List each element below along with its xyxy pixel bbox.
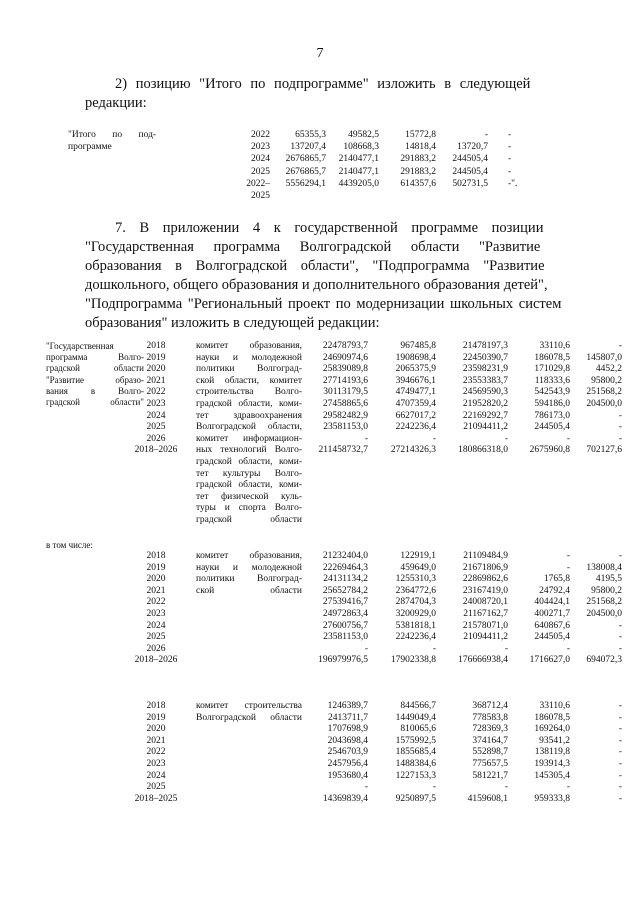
block1-cell-c4: 171029,8	[534, 364, 570, 375]
item7-line: "Государственная программа Волгоградской области "Развитие	[85, 239, 541, 255]
block3-cell-c1: 1246389,7	[327, 701, 368, 711]
block1-cell-c4: 594186,0	[534, 399, 570, 409]
block1-cell-c3: 24569590,3	[462, 387, 508, 398]
executor-line: тет здравоохранения	[196, 410, 302, 421]
block2-cell-c1: 27539416,7	[322, 597, 368, 608]
block2-cell-c2: 122919,1	[400, 551, 436, 561]
program-label-line: вания в Волго-	[46, 385, 144, 396]
block1-cell-c2: 4707359,4	[395, 399, 436, 409]
block3-cell-c5: -	[618, 724, 622, 735]
table1-cell-c1: 2676865,7	[285, 154, 326, 165]
executor-line: политики Волгоград-	[196, 364, 302, 375]
block3-cell-c3: 368712,4	[472, 701, 508, 711]
block1-cell-c5: 702127,6	[586, 445, 622, 456]
block3-cell-c3: 374164,7	[472, 735, 508, 746]
block3-cell-c2: 1575992,5	[395, 735, 436, 746]
block3-cell-year: 2019	[146, 712, 166, 723]
block2-cell-c5: 4195,5	[595, 574, 622, 585]
block3-cell-c1: 2457956,4	[327, 759, 368, 769]
block2-cell-c5: 138008,4	[586, 562, 622, 573]
table1-cell-c4: 244505,4	[452, 166, 488, 177]
block1-cell-c1: 27714193,6	[322, 375, 368, 386]
block2-cell-c4: 24792,4	[539, 585, 570, 596]
block1-cell-c5: -	[618, 422, 622, 433]
executor-line: ской области, комитет	[196, 375, 302, 386]
block2-cell-c4: 244505,4	[534, 632, 570, 643]
executor-line: политики Волгоград-	[196, 574, 302, 585]
program-label-line: "Государственная	[46, 341, 114, 351]
block3-cell-c1: 2043698,4	[327, 735, 368, 746]
item7-line: дошкольного, общего образования и дополнительного образования детей",	[85, 277, 548, 293]
block2-cell-c5: -	[618, 643, 622, 654]
table1-cell-year: 2025	[251, 166, 270, 177]
block2-cell-c5: 95800,2	[591, 585, 622, 596]
block2-cell-c1: -	[364, 643, 368, 654]
block2-cell-c3: 24008720,1	[462, 597, 508, 608]
block1-cell-c2: 27214326,3	[390, 445, 436, 456]
block1-cell-c4: 118333,6	[534, 375, 570, 386]
executor-line: ных технологий Волго-	[196, 445, 302, 456]
block1-cell-c1: 211458732,7	[318, 445, 368, 456]
block1-cell-c4: 786173,0	[534, 410, 570, 421]
block2-cell-c3: 21094411,2	[463, 632, 508, 643]
block3-cell-c5: -	[618, 759, 622, 769]
block2-cell-year: 2018–2026	[134, 655, 178, 666]
program-label-line: программа Волго-	[46, 352, 144, 363]
block2-cell-c2: 3200929,0	[395, 609, 436, 619]
block3-cell-c1: 1953680,4	[327, 770, 368, 781]
block2-cell-c1: 27600756,7	[322, 620, 368, 631]
block1-cell-c2: 2242236,4	[395, 422, 436, 433]
block1-cell-year: 2021	[146, 375, 166, 386]
block1-cell-c5: 251568,2	[586, 387, 622, 398]
block1-cell-c1: 24690974,6	[322, 352, 368, 363]
block2-cell-c2: 2364772,6	[395, 585, 436, 596]
block1-cell-c2: -	[432, 433, 436, 444]
table1-cell-c2: 108668,3	[343, 142, 379, 153]
block3-cell-c2: 810065,6	[400, 724, 436, 735]
table1-cell-c3: 291883,2	[400, 166, 436, 177]
block3-cell-year: 2018	[146, 701, 166, 711]
item2-line2: редакции:	[85, 95, 147, 111]
block1-cell-c4: 2675960,8	[529, 445, 570, 456]
block3-cell-year: 2023	[146, 759, 166, 769]
block3-cell-c2: 1449049,4	[395, 712, 436, 723]
block2-cell-c2: 1255310,3	[395, 574, 436, 585]
table1-cell-c3: 14818,4	[405, 142, 436, 153]
block2-cell-year: 2019	[146, 562, 166, 573]
executor-line: ской области	[196, 585, 302, 596]
block1-cell-c5: -	[618, 341, 622, 351]
block2-cell-c1: 21232404,0	[322, 551, 368, 561]
block3-cell-c3: 775657,5	[472, 759, 508, 769]
block2-cell-c4: -	[566, 551, 570, 561]
table1-cell-c5: -	[508, 142, 512, 153]
page-number: 7	[316, 46, 324, 61]
block1-cell-c4: 542543,9	[534, 387, 570, 398]
block2-cell-c4: 404424,1	[534, 597, 570, 608]
block3-cell-c2: 844566,7	[400, 701, 436, 711]
block1-cell-c1: 29582482,9	[322, 410, 368, 421]
block2-cell-c2: 459649,0	[400, 562, 436, 573]
block1-cell-c5: -	[618, 410, 622, 421]
block2-cell-year: 2022	[146, 597, 166, 608]
executor-line: комитет информацион-	[196, 433, 302, 444]
block2-cell-c1: 196979976,5	[318, 655, 368, 666]
block1-cell-year: 2018	[146, 341, 166, 351]
block3-cell-c4: 959333,8	[534, 793, 570, 804]
block3-cell-c3: 778583,8	[472, 712, 508, 723]
block2-cell-c3: 21109484,9	[463, 551, 508, 561]
block2-cell-c1: 24131134,2	[323, 574, 368, 585]
block2-cell-c2: -	[432, 643, 436, 654]
block3-cell-c1: 1707698,9	[327, 724, 368, 735]
block2-cell-c5: -	[618, 632, 622, 643]
block1-cell-c3: 21094411,2	[463, 422, 508, 433]
block2-cell-c4: 640867,6	[534, 620, 570, 631]
block3-cell-c2: 1227153,3	[395, 770, 436, 781]
including-label: в том числе:	[46, 540, 93, 550]
table1-cell-year: 2022–	[246, 178, 270, 189]
block1-cell-c5: 145807,0	[586, 352, 622, 363]
block1-cell-c4: -	[566, 433, 570, 444]
block1-cell-c2: 4749477,1	[395, 387, 436, 398]
block3-cell-year: 2018–2025	[134, 793, 178, 804]
block1-cell-year: 2023	[146, 399, 166, 409]
table1-cell-c3: 614357,6	[400, 178, 436, 189]
program-label-line: градской области"	[46, 397, 144, 407]
item7-line: "Подпрограмма "Региональный проект по модернизации школьных систем	[85, 296, 562, 312]
table1-cell-c2: 2140477,1	[338, 154, 379, 165]
table1-label-line1: "Итого по под-	[68, 130, 157, 140]
block3-cell-c1: 2413711,7	[327, 712, 368, 723]
block3-cell-c4: 193914,3	[534, 759, 570, 769]
item7-line: 7. В приложении 4 к государственной программе позиции	[115, 220, 544, 236]
executor-line: Волгоградской области	[196, 712, 302, 723]
executor-line: тет физической куль-	[196, 491, 302, 502]
block3-cell-c1: 2546703,9	[327, 747, 368, 758]
block1-cell-c5: 4452,2	[595, 364, 622, 375]
block3-cell-c4: 186078,5	[534, 712, 570, 723]
block2-cell-c2: 17902338,8	[390, 655, 436, 666]
block2-cell-year: 2025	[146, 632, 166, 643]
block2-cell-c5: 204500,0	[586, 609, 622, 619]
block1-cell-c2: 1908698,4	[395, 352, 436, 363]
block2-cell-c5: 251568,2	[586, 597, 622, 608]
block2-cell-c4: 1765,8	[543, 574, 570, 585]
block2-cell-c2: 2242236,4	[395, 632, 436, 643]
block1-cell-c2: 2065375,9	[395, 364, 436, 375]
block1-cell-c4: 244505,4	[534, 422, 570, 433]
block3-cell-c1: 14369839,4	[322, 793, 368, 804]
table1-cell-c4: 244505,4	[452, 154, 488, 165]
block1-cell-c1: 23581153,0	[323, 422, 368, 433]
table1-label-line2: программе	[68, 142, 112, 152]
table1-cell-c5: -	[508, 166, 512, 177]
block2-cell-c3: 23167419,0	[462, 585, 508, 596]
block3-cell-c3: 581221,7	[472, 770, 508, 781]
program-label-line: градской области	[46, 363, 144, 374]
block2-cell-year: 2018	[146, 551, 166, 561]
block1-cell-c1: -	[364, 433, 368, 444]
block1-cell-c3: -	[504, 433, 508, 444]
block1-cell-year: 2019	[146, 352, 166, 363]
executor-line: комитет строительства	[196, 701, 302, 711]
block3-cell-c5: -	[618, 793, 622, 804]
block3-cell-c5: -	[618, 782, 622, 793]
block2-cell-c4: -	[566, 562, 570, 573]
table1-cell-c1: 137207,4	[290, 142, 326, 153]
block1-cell-c4: 186078,5	[534, 352, 570, 363]
block3-cell-year: 2024	[146, 770, 166, 781]
table1-cell-year: 2025	[251, 191, 270, 201]
block1-cell-c1: 27458865,6	[322, 399, 368, 409]
block1-cell-c5: 204500,0	[586, 399, 622, 409]
block2-cell-c1: 22269464,3	[322, 562, 368, 573]
table1-cell-c4: 502731,5	[452, 178, 488, 189]
table1-cell-c4: 13720,7	[457, 142, 488, 153]
executor-line: туры и спорта Волго-	[196, 503, 302, 514]
block3-cell-c4: -	[566, 782, 570, 793]
block3-cell-c3: 728369,3	[472, 724, 508, 735]
block2-cell-year: 2021	[146, 585, 166, 596]
table1-cell-c2: 49582,5	[348, 130, 379, 140]
block1-cell-year: 2025	[146, 422, 166, 433]
executor-line: градской области	[196, 515, 302, 525]
executor-line: науки и молодежной	[196, 562, 302, 573]
block2-cell-year: 2024	[146, 620, 166, 631]
block1-cell-c3: 22169292,7	[462, 410, 508, 421]
block3-cell-c5: -	[618, 712, 622, 723]
program-label-line: "Развитие образо-	[46, 374, 144, 385]
block2-cell-c4: -	[566, 643, 570, 654]
block1-cell-c3: 21478197,3	[462, 341, 508, 351]
block3-cell-c4: 138119,8	[534, 747, 570, 758]
block2-cell-c3: -	[504, 643, 508, 654]
block1-cell-c1: 22478793,7	[322, 341, 368, 351]
executor-line: комитет образования,	[196, 341, 302, 351]
block1-cell-c1: 30113179,5	[323, 387, 368, 398]
table1-cell-c4: -	[484, 130, 488, 140]
item7-line: образования" изложить в следующей редакции:	[85, 315, 380, 331]
executor-line: тет культуры Волго-	[196, 468, 302, 479]
block3-cell-c5: -	[618, 747, 622, 758]
block3-cell-c3: 552898,7	[472, 747, 508, 758]
table1-cell-year: 2024	[251, 154, 270, 165]
block1-cell-year: 2024	[146, 410, 166, 421]
table1-cell-year: 2022	[251, 130, 270, 140]
block3-cell-c4: 93541,2	[539, 735, 570, 746]
block1-cell-year: 2026	[146, 433, 166, 444]
block2-cell-c3: 21578071,0	[462, 620, 508, 631]
block2-cell-c1: 25652784,2	[322, 585, 368, 596]
table1-cell-c3: 15772,8	[405, 130, 436, 140]
executor-line: градской области, коми-	[196, 457, 302, 467]
block2-cell-year: 2023	[146, 609, 166, 619]
table1-cell-year: 2023	[251, 142, 270, 153]
block1-cell-year: 2022	[146, 387, 166, 398]
block2-cell-c1: 23581153,0	[323, 632, 368, 643]
block3-cell-c4: 33110,6	[539, 701, 570, 711]
block2-cell-c5: -	[618, 551, 622, 561]
block3-cell-c4: 169264,0	[534, 724, 570, 735]
block1-cell-c2: 6627017,2	[395, 410, 436, 421]
table1-cell-c5: -	[508, 130, 512, 140]
block1-cell-year: 2020	[146, 364, 166, 375]
block1-cell-c2: 3946676,1	[395, 375, 436, 386]
block1-cell-c4: 33110,6	[539, 341, 570, 351]
block3-cell-c2: -	[432, 782, 436, 793]
table1-cell-c3: 291883,2	[400, 154, 436, 165]
block3-cell-c3: 4159608,1	[467, 793, 508, 804]
block1-cell-c3: 23553383,7	[462, 375, 508, 386]
block2-cell-year: 2026	[146, 643, 166, 654]
block1-cell-c2: 967485,8	[400, 341, 436, 351]
block3-cell-year: 2022	[146, 747, 166, 758]
block1-cell-c5: -	[618, 433, 622, 444]
executor-line: строительства Волго-	[196, 387, 302, 398]
block2-cell-year: 2020	[146, 574, 166, 585]
block3-cell-year: 2021	[146, 735, 166, 746]
block2-cell-c3: 21671806,9	[462, 562, 508, 573]
table1-cell-c2: 2140477,1	[338, 166, 379, 177]
block2-cell-c4: 400271,7	[534, 609, 570, 619]
block3-cell-c1: -	[364, 782, 368, 793]
block3-cell-year: 2025	[146, 782, 166, 793]
block2-cell-c2: 5381818,1	[395, 620, 436, 631]
block2-cell-c3: 176666938,4	[458, 655, 508, 666]
block2-cell-c4: 1716627,0	[529, 655, 570, 666]
executor-line: градской области, коми-	[196, 480, 302, 491]
block2-cell-c5: -	[618, 620, 622, 631]
executor-line: Волгоградской области,	[196, 422, 302, 433]
block2-cell-c3: 21167162,7	[463, 609, 508, 619]
block3-cell-c2: 1855685,4	[395, 747, 436, 758]
block2-cell-c1: 24972863,4	[322, 609, 368, 619]
block1-cell-c3: 22450390,7	[462, 352, 508, 363]
block1-cell-c3: 21952820,2	[462, 399, 508, 409]
executor-line: науки и молодежной	[196, 352, 302, 363]
block3-cell-c5: -	[618, 701, 622, 711]
block1-cell-c3: 23598231,9	[462, 364, 508, 375]
table1-cell-c5: -".	[508, 178, 518, 189]
block1-cell-year: 2018–2026	[134, 445, 178, 456]
table1-cell-c2: 4439205,0	[338, 178, 379, 189]
item7-line: образования в Волгоградской области", "Подпрограмма "Развитие	[85, 258, 545, 274]
table1-cell-c5: -	[508, 154, 512, 165]
executor-line: градской области, коми-	[196, 399, 302, 409]
executor-line: комитет образования,	[196, 551, 302, 561]
block3-cell-c3: -	[504, 782, 508, 793]
block1-cell-c1: 25839089,8	[322, 364, 368, 375]
table1-cell-c1: 65355,3	[295, 130, 326, 140]
block3-cell-c2: 1488384,6	[395, 759, 436, 769]
item2-line1: 2) позицию "Итого по подпрограмме" изложить в следующей	[115, 76, 531, 92]
block1-cell-c3: 180866318,0	[458, 445, 508, 456]
block3-cell-c5: -	[618, 735, 622, 746]
block3-cell-c2: 9250897,5	[395, 793, 436, 804]
block3-cell-year: 2020	[146, 724, 166, 735]
table1-cell-c1: 2676865,7	[285, 166, 326, 177]
block1-cell-c5: 95800,2	[591, 375, 622, 386]
block2-cell-c5: 694072,3	[586, 655, 622, 666]
block3-cell-c5: -	[618, 770, 622, 781]
table1-cell-c1: 5556294,1	[285, 178, 326, 189]
block2-cell-c2: 2874704,3	[395, 597, 436, 608]
block2-cell-c3: 22869862,6	[462, 574, 508, 585]
block3-cell-c4: 145305,4	[534, 770, 570, 781]
